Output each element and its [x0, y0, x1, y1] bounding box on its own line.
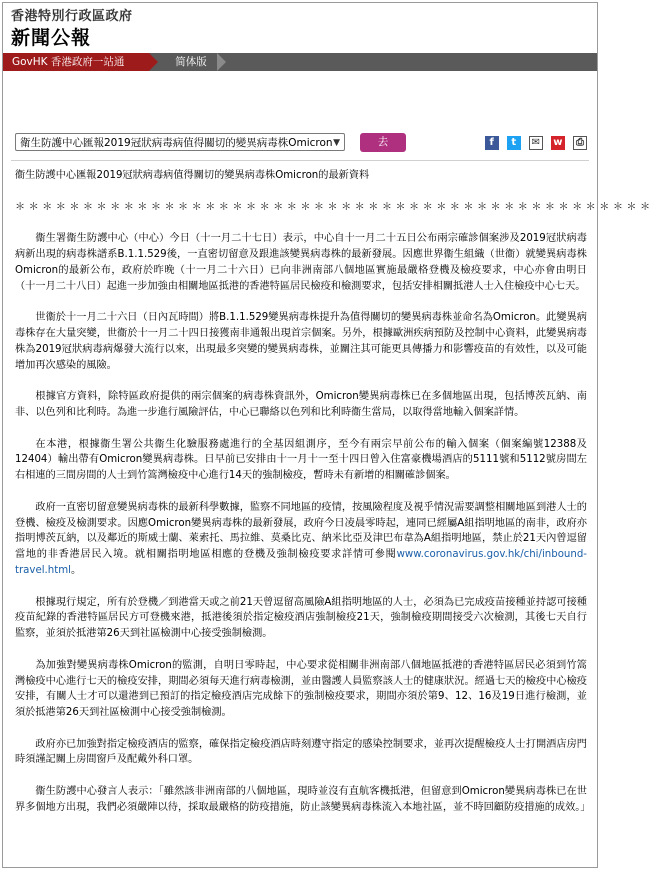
- top-navbar: [3, 53, 597, 71]
- divider: [11, 160, 589, 161]
- article-headline: 衞生防護中心匯報2019冠狀病毒病值得關切的變異病毒株Omicron的最新資料: [15, 170, 370, 181]
- link-suffix: 。: [71, 564, 82, 576]
- paragraph-9: 衞生防護中心發言人表示：「雖然該非洲南部的八個地區，現時並沒有直航客機抵港，但留意到Omicron變異病毒株已在世界多個地方出現，我們必須嚴陣以待，採取最嚴格的防疫措施，防止該變異病毒株流入本地社區，並不時回顧防疫措施的成效。」: [15, 786, 591, 813]
- share-icons: [482, 136, 587, 150]
- toolbar: [15, 133, 587, 153]
- inbound-travel-link[interactable]: www.coronavirus.gov.hk/chi/inbound-travel.html: [15, 549, 587, 576]
- paragraph-5-text: 政府一直密切留意變異病毒株的最新科學數據，監察不同地區的疫情，按風險程度及視乎情況需要調整相關地區到港人士的登機、檢疫及檢測要求。因應Omicron變異病毒株的最新發展，政府今日凌晨零時起，連同已經屬A組指明地區的南非，政府亦指明博茨瓦納，以及鄰近的斯威士蘭、萊索托、馬拉維、莫桑比克、納米比亞及津巴布韋為A組指明地區，禁止於21天內曾逗留當地的非香港居民入境。就相關指明地區相應的登機及強制檢疫要求詳情可參閱: [15, 501, 587, 561]
- print-icon[interactable]: ⎙: [573, 136, 587, 150]
- star-separator: ＊＊＊＊＊＊＊＊＊＊＊＊＊＊＊＊＊＊＊＊＊＊＊＊＊＊＊＊＊＊＊＊＊＊＊＊＊＊＊＊＊＊＊＊＊＊＊: [15, 201, 654, 213]
- government-name: 香港特別行政區政府: [11, 9, 133, 24]
- paragraph-8: 政府亦已加強對指定檢疫酒店的監察，確保指定檢疫酒店時刻遵守指定的感染控制要求，並再次提醒檢疫人士打開酒店房門時須謹記關上房間窗戶及配戴外科口罩。: [15, 738, 587, 766]
- facebook-icon[interactable]: f: [485, 136, 499, 150]
- paragraph-7: 為加強對變異病毒株Omicron的監測，自明日零時起，中心要求從相關非洲南部八個地區抵港的香港特區居民必須到竹篙灣檢疫中心進行七天的檢疫安排，期間必須每天進行病毒檢測，並由醫護人員監察該人士的健康狀況。經過七天的檢疫中心檢疫安排，有關人士才可以還港到已預訂的指定檢疫酒店完成餘下的強制檢疫要求，期間亦須於第9、12、16及19日進行檢測，並須於抵港第26天到社區檢測中心接受強制檢測。: [15, 659, 587, 719]
- simplified-chinese-link[interactable]: 简体版: [175, 56, 207, 68]
- paragraph-4: 在本港，根據衞生署公共衞生化驗服務處進行的全基因組測序，至今有兩宗早前公布的輸入個案（個案編號12388及12404）輸出帶有Omicron變異病毒株。日早前已安排由十一月十一至十四日曾入住富豪機場酒店的5111號和5112號房間左右相連的三間房間的人士到竹篙灣檢疫中心進行14天的強制檢疫，暫時未有新增的相關確診個案。: [15, 438, 587, 482]
- press-release-select[interactable]: [15, 133, 345, 151]
- paragraph-5: [15, 500, 587, 579]
- press-release-page: [2, 2, 654, 868]
- paragraph-1: 衞生署衞生防護中心（中心）今日（十一月二十七日）表示，中心自十一月二十五日公布兩宗確診個案涉及2019冠狀病毒病新出現的病毒株譜系B.1.1.529後，一直密切留意及跟進該變異病毒株的最新發展。因應世界衞生組織（世衞）就變異病毒株Omicron的最新公布，政府於昨晚（十一月二十六日）已向非洲南部八個地區實施最嚴格登機及檢疫要求，中心亦會由明日（十一月二十八日）起進一步加強由相關地區抵港的香港特區居民檢疫和檢測要求，包括安排相關抵港人士入住檢疫中心七天。: [15, 233, 587, 292]
- paragraph-3: 根據官方資料，除特區政府提供的兩宗個案的病毒株資訊外，Omicron變異病毒株已在多個地區出現，包括博茨瓦納、南非、以色列和比利時。為進一步進行風險評估，中心已聯絡以色列和比利時衞生當局，以取得當地輸入個案詳情。: [15, 391, 587, 418]
- govhk-link[interactable]: GovHK 香港政府一站通: [3, 53, 149, 71]
- select-value: 衛生防護中心匯報2019冠狀病毒病值得關切的變異病毒株Omicron: [20, 137, 333, 149]
- paragraph-6: 根據現行規定，所有於登機／到港當天或之前21天曾逗留高風險A組指明地區的人士，必須為已完成疫苗接種並持認可接種疫苗紀錄的香港特區居民方可登機來港，抵港後須於指定檢疫酒店強制檢疫21天，強制檢疫期間接受六次檢測，其後七天自行監察，並須於抵港第26天到社區檢測中心接受強制檢測。: [15, 596, 587, 640]
- nav-divider: [217, 53, 226, 71]
- chevron-down-icon: ▼: [333, 138, 340, 148]
- email-icon[interactable]: ✉: [529, 136, 543, 150]
- weibo-icon[interactable]: w: [551, 136, 565, 150]
- go-button[interactable]: 去: [360, 133, 406, 152]
- article-body: [15, 168, 654, 831]
- paragraph-2: 世衞於十一月二十六日（日內瓦時間）將B.1.1.529變異病毒株提升為值得關切的變異病毒株並命名為Omicron。此變異病毒株存在大量突變，世衞於十一月二十四日接獲南非通報出現首宗個案。另外，根據歐洲疾病預防及控制中心資料，此變異病毒株為2019冠狀病毒病爆發大流行以來，出現最多突變的變異病毒株，並關注其可能更具傳播力和影響疫苗的有效性，以及可能增加再次感染的風險。: [15, 312, 587, 371]
- page-title: 新聞公報: [11, 27, 92, 49]
- twitter-icon[interactable]: t: [507, 136, 521, 150]
- header: [3, 3, 597, 53]
